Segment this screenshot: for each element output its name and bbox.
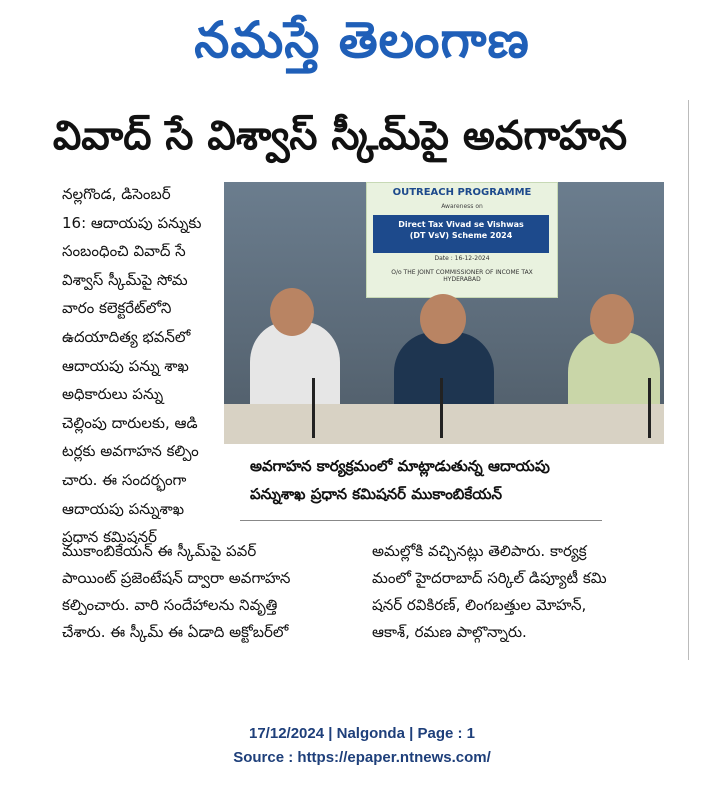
body-line: ఆదాయపు పన్నుశాఖ	[62, 499, 185, 518]
body-line: పాయింట్ ప్రజెంటేషన్ ద్వారా అవగాహన	[62, 569, 291, 587]
body-line: అధికారులు పన్ను	[62, 385, 164, 404]
body-line: చేశారు. ఈ స్కీమ్ ఈ ఏడాది అక్టోబర్‌లో	[62, 623, 289, 641]
banner-scheme-line-2: (DT VsV) Scheme 2024	[409, 231, 513, 240]
banner-org-line-2: HYDERABAD	[443, 276, 481, 283]
body-line: విశ్వాస్ స్కీమ్‌పై సోమ	[62, 270, 188, 289]
conference-table	[224, 404, 664, 444]
microphone	[312, 378, 315, 438]
banner-org-line-1: O/o THE JOINT COMMISSIONER OF INCOME TAX	[391, 269, 533, 276]
microphone	[440, 378, 443, 438]
body-line: అమల్లోకి వచ్చినట్లు తెలిపారు. కార్యక్ర	[372, 542, 587, 560]
body-line: ఆదాయపు పన్ను శాఖ	[62, 356, 189, 375]
microphone	[648, 378, 651, 438]
event-photo	[224, 182, 664, 444]
body-line: ముకాంబికేయన్ ఈ స్కీమ్‌పై పవర్	[62, 542, 257, 560]
article-headline: వివాద్ సే విశ్వాస్ స్కీమ్‌పై అవగాహన	[52, 113, 628, 159]
person-center-head	[420, 294, 466, 344]
person-left-head	[270, 288, 314, 336]
person-right-head	[590, 294, 634, 344]
caption-line: అవగాహన కార్యక్రమంలో మాట్లాడుతున్న ఆదాయపు	[250, 457, 550, 475]
body-line: ప్రధాన కమిషనర్	[62, 528, 157, 547]
column-divider	[688, 100, 689, 660]
caption-line: పన్నుశాఖ ప్రధాన కమిషనర్ ముకాంబికేయన్	[250, 485, 503, 503]
footer-date-line: 17/12/2024 | Nalgonda | Page : 1	[249, 725, 475, 742]
article-body-bottom-right	[372, 538, 668, 646]
body-line: షనర్ రవికిరణ్, లింగబత్తుల మోహన్,	[372, 596, 587, 614]
banner-organizer	[367, 269, 557, 283]
footer-source-line: Source : https://epaper.ntnews.com/	[233, 749, 491, 766]
body-line: నల్లగొండ, డిసెంబర్	[62, 185, 171, 203]
body-line: ఆకాశ్, రమణ పాల్గొన్నారు.	[372, 623, 527, 641]
body-line: టర్లకు అవగాహన కల్పిం	[62, 442, 199, 461]
outreach-banner	[366, 182, 558, 298]
banner-scheme-name	[373, 215, 549, 253]
article-body-bottom-left	[62, 538, 362, 646]
body-line: కల్పించారు. వారి సందేహాలను నివృత్తి	[62, 596, 278, 614]
adjacent-column-edge	[714, 112, 724, 256]
body-line: సంబంధించి వివాద్ సే	[62, 242, 186, 261]
banner-scheme-line-1: Direct Tax Vivad se Vishwas	[398, 220, 524, 229]
body-line: ఉదయాదిత్య భవన్‌లో	[62, 327, 191, 346]
body-line: చెల్లింపు దారులకు, ఆడి	[62, 413, 198, 432]
caption-rule	[240, 520, 602, 521]
photo-caption	[250, 452, 650, 508]
body-line: వారం కలెక్టరేట్‌లోని	[62, 299, 172, 318]
body-line: చారు. ఈ సందర్భంగా	[62, 470, 187, 489]
article-body-left-column	[62, 180, 222, 552]
body-line: మంలో హైదరాబాద్ సర్కిల్ డిప్యూటీ కమి	[372, 569, 607, 587]
banner-title: OUTREACH PROGRAMME	[392, 187, 532, 198]
banner-subtitle: Awareness on	[441, 203, 483, 210]
banner-date: Date : 16-12-2024	[434, 255, 490, 262]
newspaper-masthead: నమస్తే తెలంగాణ	[194, 11, 530, 69]
body-line: 16: ఆదాయపు పన్నుకు	[62, 213, 202, 232]
clipping-footer	[0, 722, 724, 770]
